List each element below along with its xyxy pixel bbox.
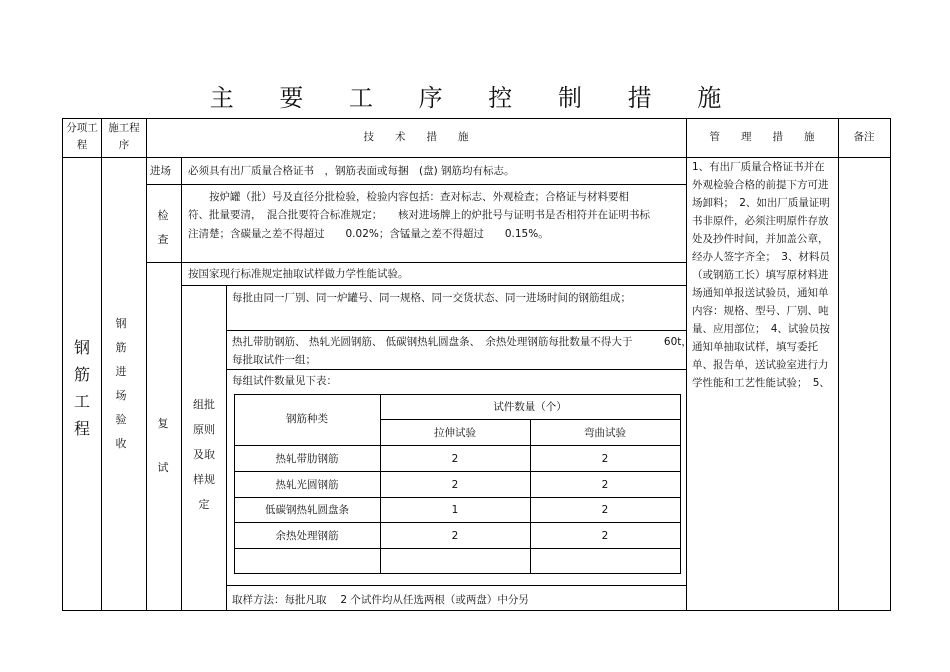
row-type: 热轧光圆钢筋: [275, 479, 339, 491]
table-header-bend: 弯曲试验: [584, 427, 626, 439]
row-tensile: 2: [451, 479, 459, 491]
row-tensile: 2: [451, 530, 459, 542]
row-type: 热轧带肋钢筋: [275, 453, 339, 465]
row-bend: 2: [601, 530, 609, 542]
page-title: 主 要 工 序 控 制 措 施: [209, 84, 741, 112]
inspect-line-1: 按炉罐（批）号及直径分批检验，检验内容包括：查对标志、外观检查；合格证与材料要相: [188, 191, 629, 203]
management-text: 1、有出厂质量合格证书并在外观检验合格的前提下方可进场卸料； 2、如出厂质量证明书非原件，必须注明原件存放处及抄件时间，并加盖公章，经办人签字齐全； 3、材料员（或钢筋工长）填写原材料进场通知单报送试验员，通知单内容：规格、型号、厂别、吨量、应用部位； 4、试验员按通知单抽取试样，填写委托单、报告单，送试验室进行力学性能和工艺性能试验； 5、: [692, 161, 830, 389]
table-header-count: 试件数量（个）: [493, 401, 567, 413]
row-tensile: 1: [451, 504, 459, 516]
row-type: 余热处理钢筋: [275, 530, 339, 542]
entry-text: 必须具有出厂质量合格证书 ，钢筋表面或每捆 (盘) 钢筋均有标志。: [188, 165, 515, 177]
entry-label: 进场: [150, 165, 171, 177]
header-procedure: 施工程序: [108, 122, 140, 151]
retest-intro: 按国家现行标准规定抽取试样做力学性能试验。: [188, 268, 409, 280]
row-bend: 2: [601, 479, 609, 491]
retest-item-2-line-1: 热扎带肋钢筋、 热轧光圆钢筋、 低碳钢热轧圆盘条、 余热处理钢筋每批数量不得大于 60t，: [232, 336, 692, 348]
header-remarks: 备注: [853, 131, 875, 143]
header-technical: 技 术 措 施: [363, 131, 469, 143]
header-project: 分项工程: [66, 122, 98, 151]
row-bend: 2: [601, 453, 609, 465]
sampling-method: 取样方法：每批凡取 2 个试件均从任选两根（或两盘）中分另: [232, 594, 529, 606]
retest-item-3: 每组试件数量见下表：: [232, 375, 337, 387]
inspect-line-3: 注清楚；含碳量之差不得超过 0.02%；含锰量之差不得超过 0.15%。: [188, 228, 549, 240]
inspect-label: 检查: [157, 209, 169, 246]
row-bend: 2: [601, 504, 609, 516]
retest-item-1: 每批由同一厂别、同一炉罐号、同一规格、同一交货状态、同一进场时间的钢筋组成；: [232, 292, 631, 304]
table-header-tensile: 拉伸试验: [434, 427, 476, 439]
procedure-label: 钢筋进场验收: [115, 317, 127, 450]
header-management: 管 理 措 施: [709, 131, 815, 143]
retest-label: 复试: [157, 417, 169, 474]
inspect-line-2: 符、批量要清， 混合批要符合标准规定； 核对进场牌上的炉批号与证明书是否相符并在证明书标: [188, 209, 650, 221]
project-label: 钢筋工程: [73, 338, 90, 438]
group-rule-label: 组批原则及取样规定: [193, 398, 215, 511]
table-header-type: 钢筋种类: [286, 413, 328, 425]
row-tensile: 2: [451, 453, 459, 465]
retest-item-2-line-2: 每批取试件一组；: [232, 354, 316, 366]
row-type: 低碳钢热轧圆盘条: [265, 504, 349, 516]
